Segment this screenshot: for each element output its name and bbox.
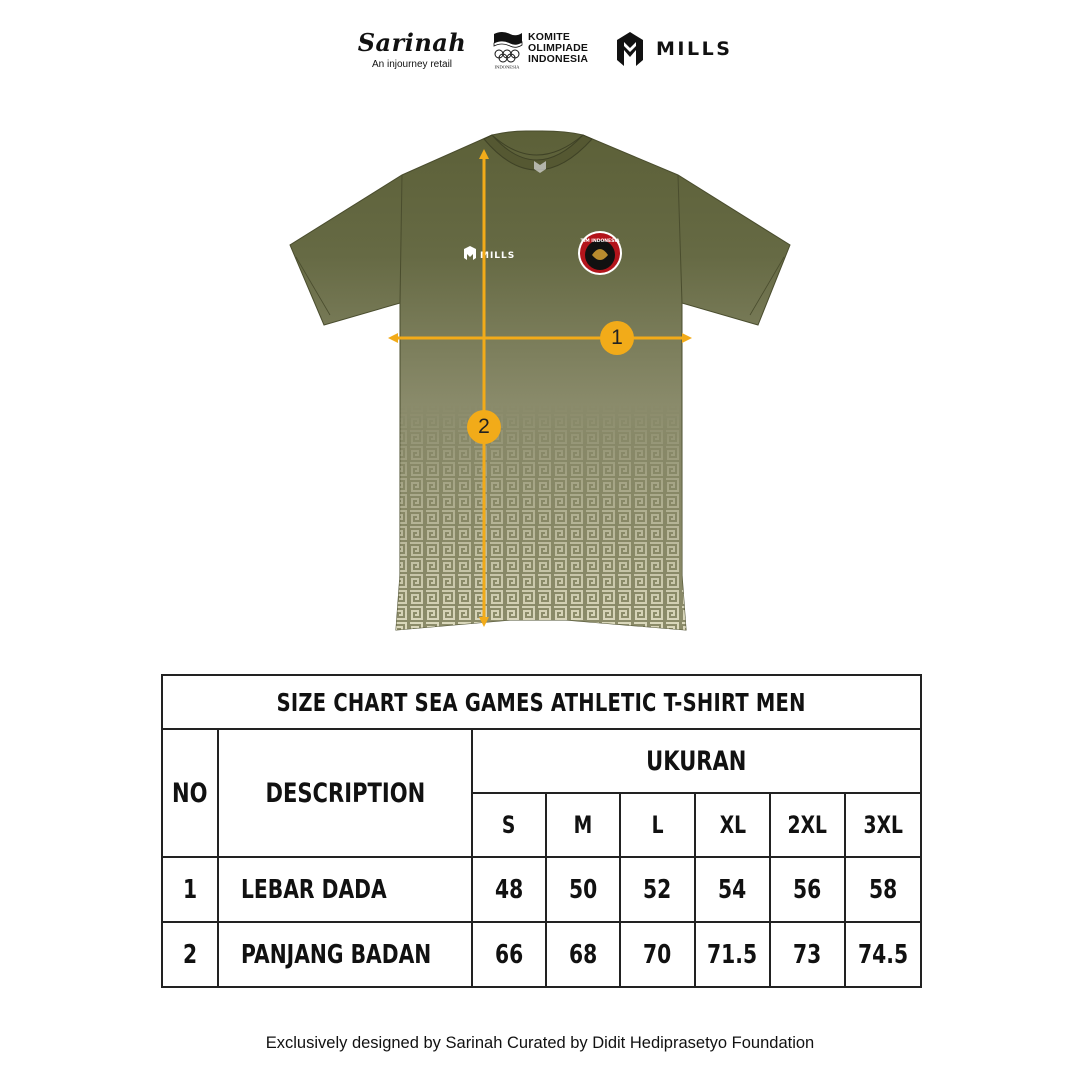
size-value: 68: [546, 922, 620, 987]
svg-text:TIM INDONESIA: TIM INDONESIA: [580, 239, 620, 244]
size-chart-table: [161, 674, 922, 988]
size-value: 71.5: [695, 922, 770, 987]
size-label: S: [472, 793, 546, 857]
table-title: SIZE CHART SEA GAMES ATHLETIC T-SHIRT MEN: [162, 675, 921, 729]
row-number: 2: [162, 922, 218, 987]
tshirt-illustration: [280, 125, 800, 645]
sarinah-wordmark: Sarinah: [357, 28, 467, 57]
size-value: 70: [620, 922, 695, 987]
size-label: 2XL: [770, 793, 845, 857]
koi-line-2: OLIMPIADE: [528, 42, 589, 54]
svg-text:INDONESIA: INDONESIA: [494, 64, 520, 70]
koi-line-3: INDONESIA: [528, 53, 589, 65]
svg-text:MILLS: MILLS: [480, 251, 516, 261]
header-description: DESCRIPTION: [218, 729, 472, 857]
size-label: 3XL: [845, 793, 921, 857]
komite-olimpiade-indonesia-logo: [488, 28, 598, 72]
size-value: 74.5: [845, 922, 921, 987]
size-value: 52: [620, 857, 695, 922]
row-description: PANJANG BADAN: [218, 922, 472, 987]
size-value: 58: [845, 857, 921, 922]
size-value: 73: [770, 922, 845, 987]
size-value: 54: [695, 857, 770, 922]
size-value: 50: [546, 857, 620, 922]
size-value: 48: [472, 857, 546, 922]
header-ukuran: UKURAN: [472, 729, 921, 793]
tshirt-graphic: [280, 125, 800, 645]
sarinah-tagline: An injourney retail: [371, 59, 453, 70]
size-value: 56: [770, 857, 845, 922]
brand-logos-row: [0, 28, 1080, 76]
measurement-marker-1: 1: [600, 321, 634, 355]
koi-line-1: KOMITE: [528, 31, 571, 43]
size-value: 66: [472, 922, 546, 987]
header-no: NO: [162, 729, 218, 857]
mills-wordmark: MILLS: [656, 38, 733, 60]
table-row: [162, 857, 921, 922]
koi-wordmark: [528, 32, 588, 65]
team-indonesia-badge: [578, 231, 622, 275]
size-label: XL: [695, 793, 770, 857]
olympic-rings-icon: [488, 30, 526, 70]
size-label: L: [620, 793, 695, 857]
row-number: 1: [162, 857, 218, 922]
row-description: LEBAR DADA: [218, 857, 472, 922]
sarinah-logo: [352, 30, 472, 70]
mills-helmet-icon: [614, 30, 646, 68]
footer-credit: Exclusively designed by Sarinah Curated by Didit Hediprasetyo Foundation: [265, 1034, 815, 1052]
size-label: M: [546, 793, 620, 857]
table-row: [162, 922, 921, 987]
measurement-marker-2: 2: [467, 410, 501, 444]
mills-logo: [614, 30, 734, 70]
